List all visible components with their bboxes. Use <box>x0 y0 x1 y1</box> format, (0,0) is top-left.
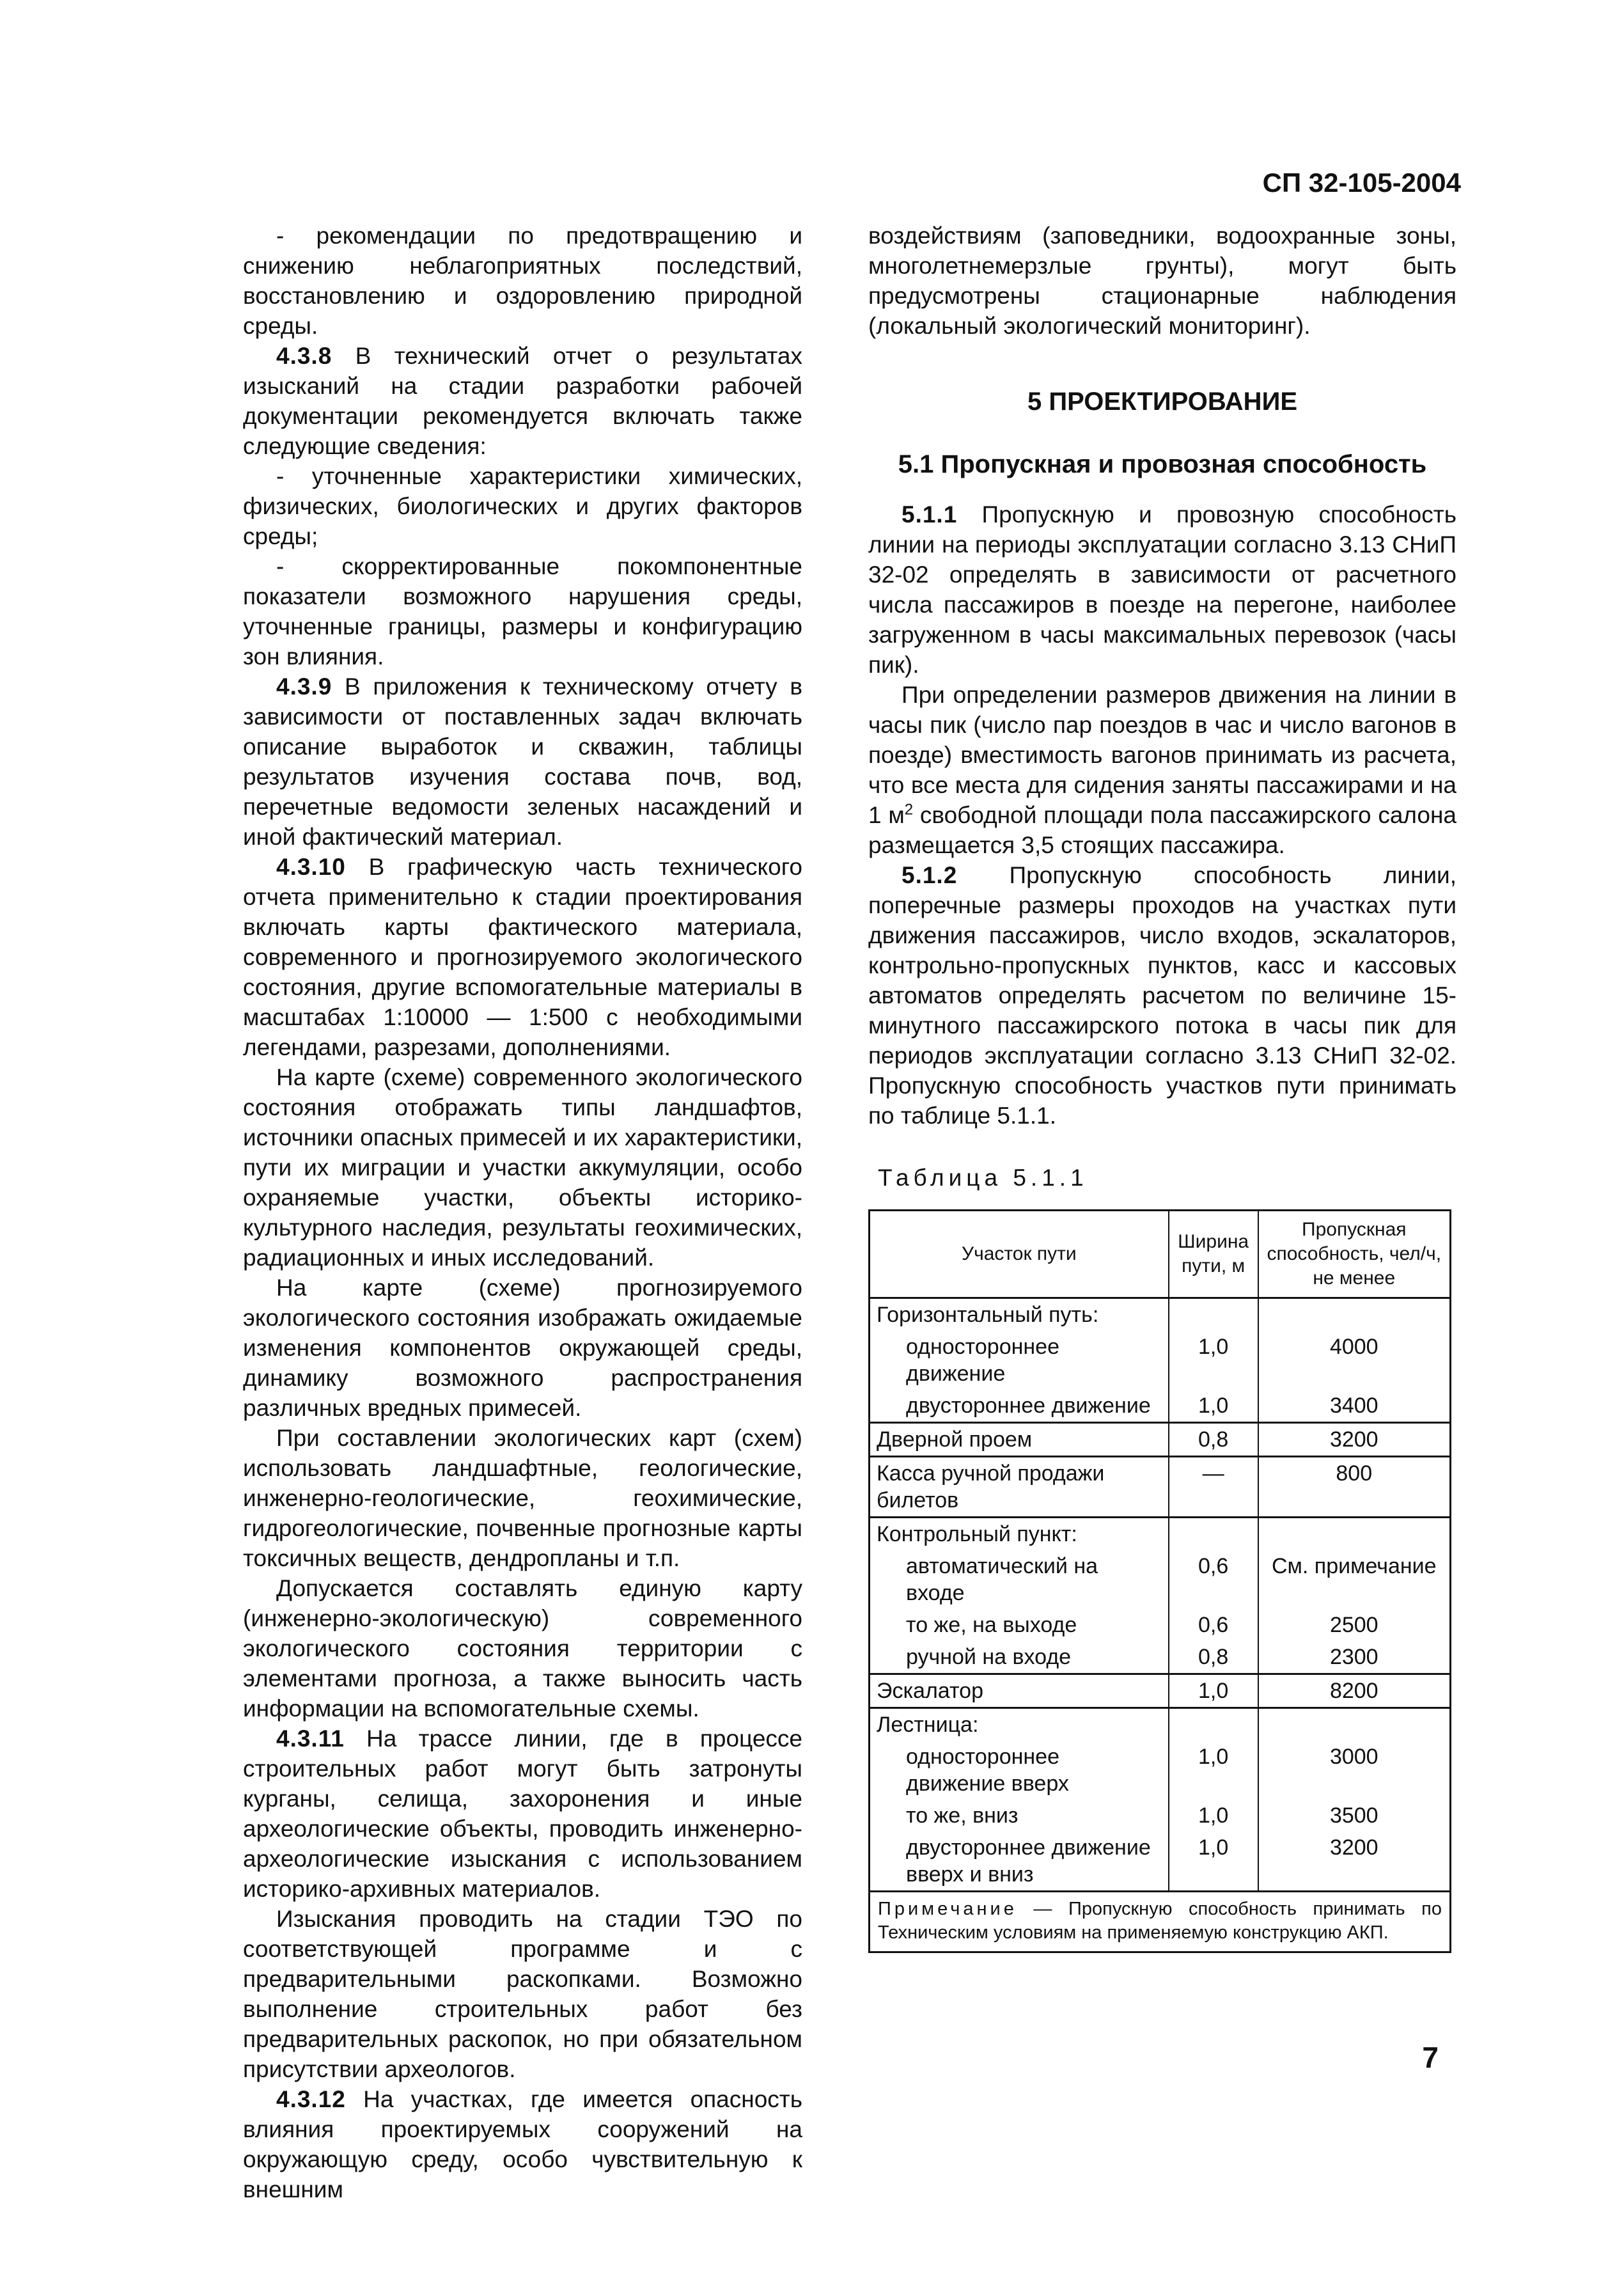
cell-label: одностороннее движение <box>870 1331 1169 1390</box>
paragraph-4-3-10 <box>243 852 802 1062</box>
cell-capacity: 8200 <box>1258 1674 1451 1708</box>
cell-capacity: 3200 <box>1258 1423 1451 1457</box>
paragraph <box>868 680 1456 860</box>
cell-width: 1,0 <box>1169 1390 1258 1423</box>
paragraph: - уточненные характеристики химических, физических, биологических и других факторов среды; <box>243 463 802 549</box>
paragraph: воздействиям (заповедники, водоохранные зоны, многолетнемерзлые грунты), могут быть предусмотрены стационарные наблюдения (локальный экологический мониторинг). <box>868 223 1456 339</box>
cell-width: 1,0 <box>1169 1331 1258 1390</box>
paragraph-4-3-11 <box>243 1723 802 1904</box>
header-cell: Ширина пути, м <box>1169 1211 1258 1298</box>
cell-label: то же, вниз <box>870 1800 1169 1832</box>
cell-width: 0,8 <box>1169 1641 1258 1674</box>
note-label: Примечание <box>878 1899 1017 1919</box>
cell-width: 1,0 <box>1169 1832 1258 1892</box>
table-row <box>870 1298 1451 1331</box>
cell-label: то же, на выходе <box>870 1609 1169 1641</box>
cell-label: ручной на входе <box>870 1641 1169 1674</box>
table-row <box>870 1741 1451 1800</box>
superscript: 2 <box>904 801 914 819</box>
clause-number: 4.3.8 <box>276 343 332 369</box>
clause-number: 4.3.10 <box>276 854 346 880</box>
clause-text: На участках, где имеется опасность влияния проектируемых сооружений на окружающую среду, особо чувствительную к внешним <box>243 2086 802 2202</box>
left-column <box>243 221 802 2204</box>
clause-text: В приложения к техническому отчету в зависимости от поставленных задач включать описание выработок и скважин, таблицы результатов изучения состава почв, вод, перечетные ведомости зеленых насаждений и иной фактический материал. <box>243 673 802 850</box>
table-row <box>870 1609 1451 1641</box>
cell-label: Эскалатор <box>870 1674 1169 1708</box>
table-row <box>870 1832 1451 1892</box>
table-note <box>870 1892 1451 1952</box>
paragraph-4-3-9 <box>243 671 802 852</box>
cell-label: двустороннее движение <box>870 1390 1169 1423</box>
cell-capacity: 800 <box>1258 1457 1451 1518</box>
table-note-row <box>870 1892 1451 1952</box>
paragraph-4-3-12 <box>243 2084 802 2204</box>
clause-text: Пропускную способность линии, поперечные размеры проходов на участках пути движения пассажиров, число входов, эскалаторов, контрольно-пропускных пунктов, касс и кассовых автоматов определять расчетом по величине 15-минутного пассажирского потока в часы пик для периодов эксплуатации согласно 3.13 СНиП 32-02. Пропускную способность участков пути принимать по таблице 5.1.1. <box>868 862 1456 1129</box>
note-text: — Пропускную способность принимать по Техническим условиям на применяемую конструкцию АКП. <box>878 1899 1442 1943</box>
paragraph-5-1-2 <box>868 860 1456 1131</box>
cell-width <box>1169 1518 1258 1551</box>
cell-capacity <box>1258 1518 1451 1551</box>
table-row <box>870 1708 1451 1741</box>
cell-label: двустороннее движение вверх и вниз <box>870 1832 1169 1892</box>
table-row <box>870 1390 1451 1423</box>
paragraph: - рекомендации по предотвращению и снижению неблагоприятных последствий, восстановлению и оздоровлению природной среды. <box>243 223 802 339</box>
clause-number: 5.1.2 <box>902 862 958 888</box>
table-row <box>870 1674 1451 1708</box>
cell-width <box>1169 1298 1258 1331</box>
paragraph: - скорректированные покомпонентные показатели возможного нарушения среды, уточненные границы, размеры и конфигурацию зон влияния. <box>243 553 802 670</box>
header-cell: Пропускная способность, чел/ч, не менее <box>1258 1211 1451 1298</box>
cell-capacity: См. примечание <box>1258 1550 1451 1609</box>
clause-text: Пропускную и провозную способность линии на периоды эксплуатации согласно 3.13 СНиП 32-02 определять в зависимости от расчетного числа пассажиров в поезде на перегоне, наиболее загруженном в часы максимальных перевозок (часы пик). <box>868 501 1456 678</box>
document-code: СП 32-105-2004 <box>1262 168 1461 198</box>
paragraph: Изыскания проводить на стадии ТЭО по соответствующей программе и с предварительными раскопками. Возможно выполнение строительных работ без предварительных раскопок, но при обязательном присутствии археологов. <box>243 1906 802 2082</box>
cell-capacity: 2300 <box>1258 1641 1451 1674</box>
table-row <box>870 1423 1451 1457</box>
paragraph: При составлении экологических карт (схем) использовать ландшафтные, геологические, инженерно-геологические, геохимические, гидрогеологические, почвенные прогнозные карты токсичных веществ, дендропланы и т.п. <box>243 1425 802 1571</box>
cell-width: — <box>1169 1457 1258 1518</box>
cell-capacity <box>1258 1708 1451 1741</box>
table-caption: Таблица 5.1.1 <box>878 1165 1088 1191</box>
cell-capacity: 3500 <box>1258 1800 1451 1832</box>
clause-number: 5.1.1 <box>902 501 958 528</box>
subsection-heading: 5.1 Пропускная и провозная способность <box>898 450 1427 478</box>
paragraph: На карте (схеме) современного экологического состояния отображать типы ландшафтов, источники опасных примесей и их характеристики, пути их миграции и участки аккумуляции, особо охраняемые участки, объекты историко-культурного наследия, результаты геохимических, радиационных и иных исследований. <box>243 1064 802 1271</box>
text: свободной площади пола пассажирского салона размещается 3,5 стоящих пассажира. <box>868 802 1457 858</box>
header-cell: Участок пути <box>870 1211 1169 1298</box>
cell-capacity: 4000 <box>1258 1331 1451 1390</box>
cell-width: 0,6 <box>1169 1609 1258 1641</box>
cell-capacity: 2500 <box>1258 1609 1451 1641</box>
clause-number: 4.3.11 <box>276 1725 345 1752</box>
table-row <box>870 1518 1451 1551</box>
cell-label: Лестница: <box>870 1708 1169 1741</box>
table-header-row <box>870 1211 1451 1298</box>
clause-text: В технический отчет о результатах изысканий на стадии разработки рабочей документации рекомендуется включать также следующие сведения: <box>243 343 802 459</box>
cell-capacity <box>1258 1298 1451 1331</box>
right-column <box>868 221 1456 1953</box>
cell-label: автоматический на входе <box>870 1550 1169 1609</box>
text: При определении размеров движения на линии в часы пик (число пар поездов в час и число вагонов в поезде) вместимость вагонов принимать из расчета, что все места для сидения заняты пассажирами и на 1 м <box>868 682 1456 828</box>
cell-width: 1,0 <box>1169 1741 1258 1800</box>
cell-width: 0,8 <box>1169 1423 1258 1457</box>
clause-number: 4.3.9 <box>276 673 332 700</box>
page-number: 7 <box>1422 2041 1439 2074</box>
table-row <box>870 1641 1451 1674</box>
cell-label: Горизонтальный путь: <box>870 1298 1169 1331</box>
cell-width: 1,0 <box>1169 1800 1258 1832</box>
clause-text: На трассе линии, где в процессе строительных работ могут быть затронуты курганы, селища, захоронения и иные археологические объекты, проводить инженерно-археологические изыскания с использованием историко-архивных материалов. <box>243 1725 802 1902</box>
cell-capacity: 3400 <box>1258 1390 1451 1423</box>
paragraph: Допускается составлять единую карту (инженерно-экологическую) современного экологического состояния территории с элементами прогноза, а также выносить часть информации на вспомогательные схемы. <box>243 1575 802 1722</box>
clause-text: В графическую часть технического отчета применительно к стадии проектирования включать карты фактического материала, современного и прогнозируемого экологического состояния, другие вспомогательные материалы в масштабах 1:10000 — 1:500 с необходимыми легендами, разрезами, дополнениями. <box>243 854 802 1060</box>
capacity-table <box>868 1209 1451 1953</box>
cell-label: Контрольный пункт: <box>870 1518 1169 1551</box>
table-row <box>870 1457 1451 1518</box>
table-row <box>870 1800 1451 1832</box>
paragraph-5-1-1 <box>868 499 1456 680</box>
cell-width: 0,6 <box>1169 1550 1258 1609</box>
cell-label: Касса ручной продажи билетов <box>870 1457 1169 1518</box>
cell-capacity: 3000 <box>1258 1741 1451 1800</box>
paragraph: На карте (схеме) прогнозируемого экологического состояния изображать ожидаемые изменения компонентов окружающей среды, динамику возможного распространения различных вредных примесей. <box>243 1275 802 1421</box>
cell-label: Дверной проем <box>870 1423 1169 1457</box>
cell-label: одностороннее движение вверх <box>870 1741 1169 1800</box>
cell-capacity: 3200 <box>1258 1832 1451 1892</box>
table-row <box>870 1550 1451 1609</box>
table-row <box>870 1331 1451 1390</box>
section-heading: 5 ПРОЕКТИРОВАНИЕ <box>1027 388 1297 416</box>
cell-width <box>1169 1708 1258 1741</box>
paragraph-4-3-8 <box>243 341 802 461</box>
clause-number: 4.3.12 <box>276 2086 346 2112</box>
cell-width: 1,0 <box>1169 1674 1258 1708</box>
